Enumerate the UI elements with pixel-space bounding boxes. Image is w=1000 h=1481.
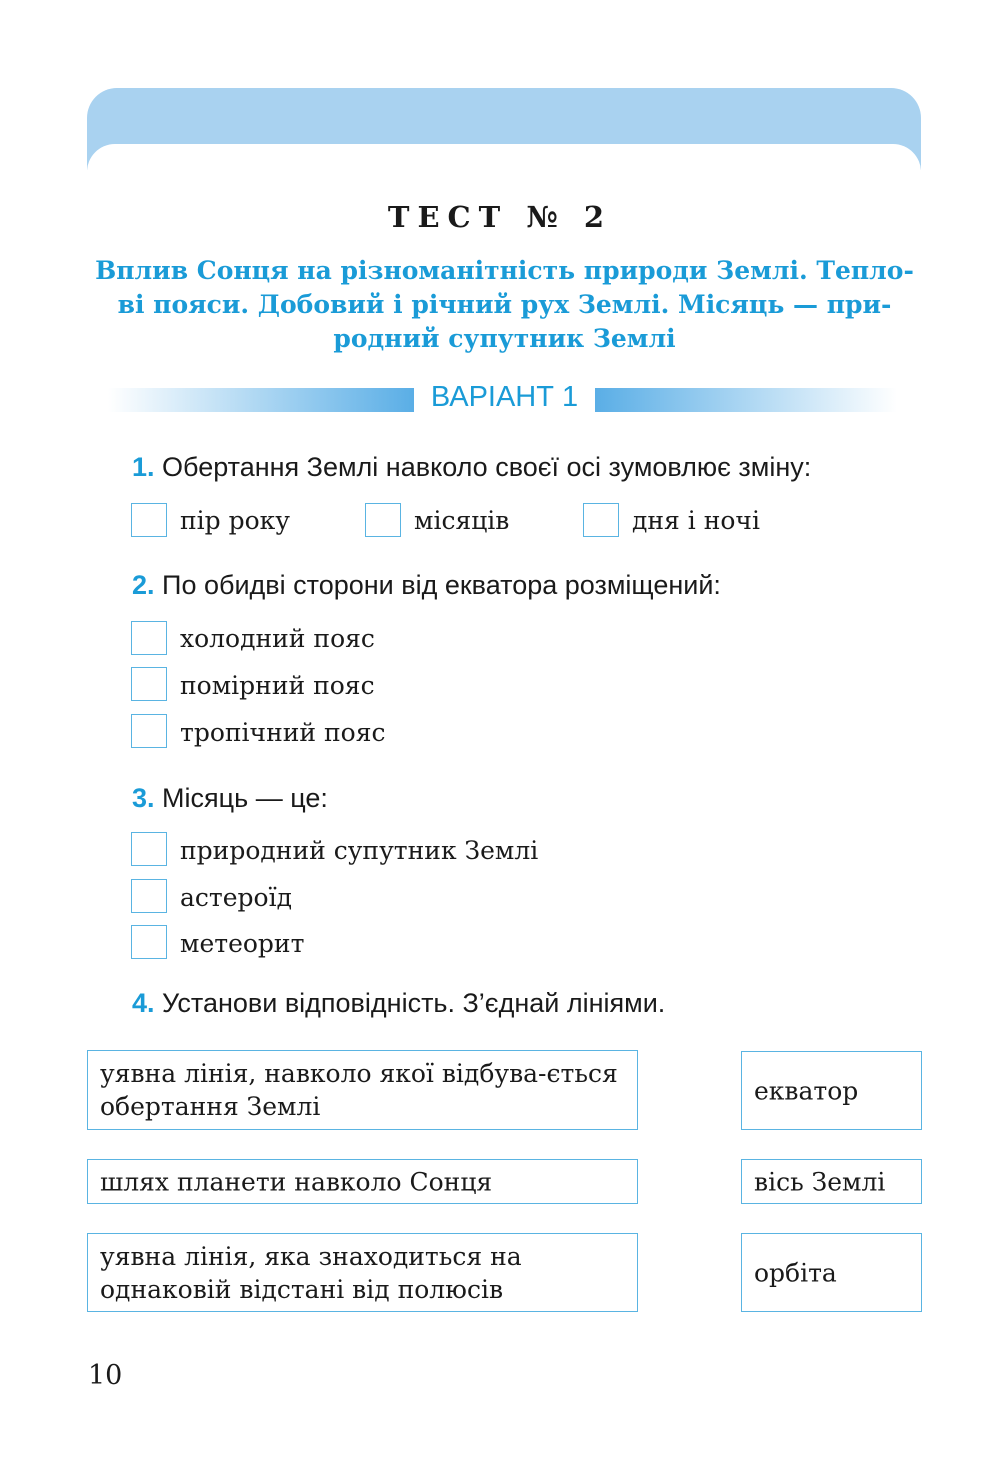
match-left-item[interactable] bbox=[87, 1159, 638, 1204]
match-left-text: уявна лінія, навколо якої відбува-ється обертання Землі bbox=[100, 1059, 618, 1121]
answer-checkbox[interactable] bbox=[131, 621, 167, 655]
answer-option: холодний пояс bbox=[180, 624, 375, 653]
question-1 bbox=[132, 452, 811, 483]
answer-checkbox[interactable] bbox=[131, 714, 167, 748]
answer-checkbox[interactable] bbox=[365, 503, 401, 537]
answer-checkbox[interactable] bbox=[583, 503, 619, 537]
question-number: 1. bbox=[132, 452, 155, 482]
question-number: 3. bbox=[132, 783, 155, 813]
question-number: 2. bbox=[132, 570, 155, 600]
header-banner-cutout bbox=[87, 144, 921, 170]
match-left-item[interactable] bbox=[87, 1050, 638, 1130]
question-text: Обертання Землі навколо своєї осі зумовлює зміну: bbox=[162, 452, 812, 482]
match-right-item[interactable] bbox=[741, 1233, 922, 1312]
answer-checkbox[interactable] bbox=[131, 503, 167, 537]
answer-checkbox[interactable] bbox=[131, 667, 167, 701]
answer-option: місяців bbox=[414, 506, 510, 535]
answer-checkbox[interactable] bbox=[131, 925, 167, 959]
match-left-item[interactable] bbox=[87, 1233, 638, 1312]
question-4 bbox=[132, 988, 665, 1019]
answer-option: пір року bbox=[180, 506, 290, 535]
question-text: Установи відповідність. З’єднай лініями. bbox=[162, 988, 666, 1018]
match-left-text: шлях планети навколо Сонця bbox=[100, 1167, 493, 1196]
answer-option: тропічний пояс bbox=[180, 718, 386, 747]
header-banner bbox=[87, 88, 921, 170]
answer-option: помірний пояс bbox=[180, 671, 375, 700]
match-right-item[interactable] bbox=[741, 1051, 922, 1130]
match-left-text: уявна лінія, яка знаходиться на однаковій відстані від полюсів bbox=[100, 1241, 522, 1304]
question-text: Місяць — це: bbox=[162, 783, 328, 813]
question-3 bbox=[132, 783, 328, 814]
variant-bar-left bbox=[108, 388, 414, 412]
question-2 bbox=[132, 570, 721, 601]
topic-line: родний супутник Землі bbox=[333, 324, 676, 353]
topic-line: ві пояси. Добовий і річний рух Землі. Місяць — при- bbox=[117, 290, 892, 319]
answer-checkbox[interactable] bbox=[131, 832, 167, 866]
variant-label: ВАРІАНТ 1 bbox=[430, 381, 579, 413]
topic-line: Вплив Сонця на різноманітність природи Землі. Тепло- bbox=[95, 256, 914, 285]
page-number: 10 bbox=[88, 1360, 123, 1391]
match-right-text: орбіта bbox=[754, 1258, 837, 1287]
answer-option: дня і ночі bbox=[632, 506, 760, 535]
match-right-text: вісь Землі bbox=[754, 1167, 886, 1196]
answer-checkbox[interactable] bbox=[131, 879, 167, 913]
test-title: ТЕСТ № 2 bbox=[387, 200, 613, 234]
match-right-text: екватор bbox=[754, 1076, 859, 1105]
answer-option: метеорит bbox=[180, 929, 305, 958]
test-topic bbox=[88, 254, 921, 356]
match-right-item[interactable] bbox=[741, 1159, 922, 1204]
answer-option: астероїд bbox=[180, 883, 292, 912]
question-number: 4. bbox=[132, 988, 155, 1018]
variant-bar-right bbox=[595, 388, 897, 412]
answer-option: природний супутник Землі bbox=[180, 836, 539, 865]
question-text: По обидві сторони від екватора розміщений: bbox=[162, 570, 721, 600]
